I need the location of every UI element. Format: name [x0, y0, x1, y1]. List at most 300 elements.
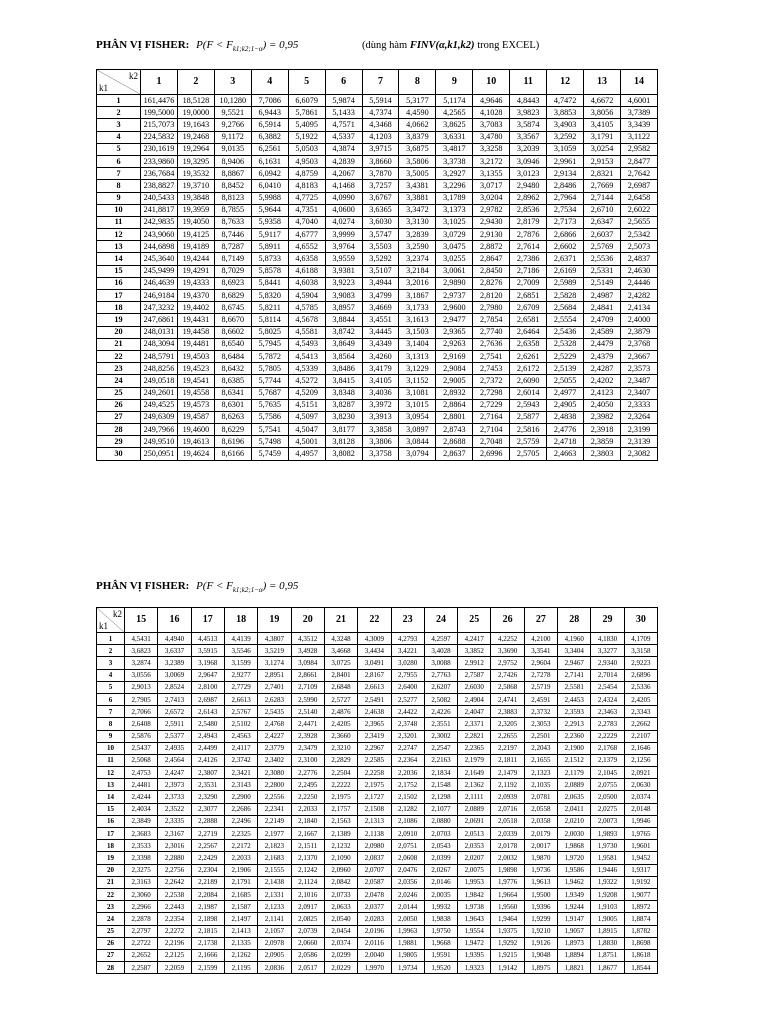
quantile-cell: 2,0050: [391, 913, 424, 925]
quantile-cell: 2,2538: [158, 888, 191, 900]
quantile-cell: 2,7048: [473, 436, 510, 448]
k1-row-header: 7: [97, 706, 125, 718]
quantile-cell: 2,0910: [391, 828, 424, 840]
quantile-cell: 2,0353: [458, 840, 491, 852]
quantile-cell: 2,0144: [391, 901, 424, 913]
quantile-cell: 2,3593: [558, 706, 591, 718]
quantile-cell: 2,1141: [258, 913, 291, 925]
quantile-cell: 2,9365: [436, 326, 473, 338]
quantile-cell: 2,6371: [547, 253, 584, 265]
k1-row-header: 12: [97, 767, 125, 779]
quantile-cell: 2,1502: [391, 791, 424, 803]
quantile-cell: 3,1503: [399, 326, 436, 338]
quantile-cell: 2,1685: [224, 888, 257, 900]
quantile-cell: 8,6196: [214, 436, 251, 448]
quantile-cell: 2,0476: [391, 864, 424, 876]
k2-column-header: 16: [158, 608, 191, 633]
quantile-cell: 8,6745: [214, 302, 251, 314]
quantile-cell: 2,2250: [291, 791, 324, 803]
quantile-cell: 2,1111: [458, 791, 491, 803]
quantile-cell: 2,5581: [558, 681, 591, 693]
quantile-cell: 2,6408: [125, 718, 158, 730]
quantile-cell: 3,3738: [436, 155, 473, 167]
quantile-cell: 4,2252: [491, 633, 524, 645]
quantile-cell: 3,1355: [473, 168, 510, 180]
quantile-cell: 3,3567: [510, 131, 547, 143]
quantile-cell: 2,5876: [125, 730, 158, 742]
quantile-cell: 2,4379: [584, 350, 621, 362]
quantile-cell: 2,0691: [458, 815, 491, 827]
quantile-cell: 2,1979: [458, 754, 491, 766]
k2-column-header: 11: [510, 70, 547, 95]
quantile-cell: 2,2878: [125, 913, 158, 925]
quantile-cell: 2,1262: [224, 949, 257, 961]
table-row: [97, 155, 658, 167]
quantile-cell: 19,4458: [177, 326, 214, 338]
quantile-cell: 249,6309: [141, 411, 178, 423]
quantile-cell: 4,2839: [325, 155, 362, 167]
quantile-cell: 2,4446: [620, 277, 657, 289]
quantile-cell: 3,2389: [158, 657, 191, 669]
quantile-cell: 4,5493: [288, 338, 325, 350]
quantile-cell: 3,5546: [224, 645, 257, 657]
quantile-cell: 5,1433: [325, 107, 362, 119]
quantile-cell: 1,9750: [424, 925, 457, 937]
quantile-cell: 3,4179: [362, 363, 399, 375]
quantile-cell: 2,2197: [491, 742, 524, 754]
quantile-cell: 2,2229: [591, 730, 624, 742]
quantile-cell: 2,3333: [620, 399, 657, 411]
quantile-cell: 1,8677: [591, 962, 624, 974]
quantile-cell: 3,6030: [362, 216, 399, 228]
quantile-cell: 2,5336: [624, 681, 657, 693]
quantile-cell: 3,4944: [362, 277, 399, 289]
quantile-cell: 4,5272: [288, 375, 325, 387]
quantile-cell: 2,5480: [191, 718, 224, 730]
quantile-cell: 4,5001: [288, 436, 325, 448]
quantile-cell: 241,8817: [141, 204, 178, 216]
quantile-cell: 2,9604: [524, 657, 557, 669]
quantile-cell: 3,4669: [362, 302, 399, 314]
k1-row-header: 8: [97, 718, 125, 730]
quantile-cell: 3,9764: [325, 241, 362, 253]
quantile-cell: 4,1203: [362, 131, 399, 143]
quantile-cell: 2,7401: [258, 681, 291, 693]
quantile-cell: 3,6767: [362, 192, 399, 204]
quantile-cell: 2,1840: [291, 815, 324, 827]
quantile-cell: 19,4600: [177, 424, 214, 436]
quantile-cell: 1,9734: [391, 962, 424, 974]
quantile-cell: 2,6851: [510, 290, 547, 302]
quantile-cell: 2,0733: [324, 888, 357, 900]
quantile-cell: 4,2597: [424, 633, 457, 645]
quantile-cell: 2,8536: [510, 204, 547, 216]
table-row: [97, 95, 658, 107]
quantile-cell: 2,8932: [436, 387, 473, 399]
quantile-cell: 2,9263: [436, 338, 473, 350]
quantile-cell: 4,6672: [584, 95, 621, 107]
quantile-cell: 2,9084: [436, 363, 473, 375]
quantile-cell: 4,1028: [473, 107, 510, 119]
quantile-cell: 2,5719: [524, 681, 557, 693]
quantile-cell: 3,0255: [436, 253, 473, 265]
quantile-cell: 5,4095: [288, 119, 325, 131]
quantile-cell: 2,1555: [258, 864, 291, 876]
quantile-cell: 2,0889: [458, 803, 491, 815]
quantile-cell: 3,3913: [362, 411, 399, 423]
quantile-cell: 2,1362: [458, 779, 491, 791]
quantile-cell: 1,9738: [458, 901, 491, 913]
quantile-cell: 2,9153: [584, 155, 621, 167]
quantile-cell: 2,6207: [424, 681, 457, 693]
quantile-cell: 2,0716: [491, 803, 524, 815]
quantile-cell: 2,0210: [558, 815, 591, 827]
table-row: [97, 730, 658, 742]
quantile-cell: 4,1830: [591, 633, 624, 645]
quantile-cell: 2,1727: [358, 791, 391, 803]
quantile-cell: 2,8477: [620, 155, 657, 167]
quantile-cell: 2,6030: [458, 681, 491, 693]
quantile-cell: 2,0540: [324, 913, 357, 925]
quantile-cell: 4,5337: [325, 131, 362, 143]
quantile-cell: 4,0990: [325, 192, 362, 204]
quantile-cell: 161,4476: [141, 95, 178, 107]
quantile-cell: 2,1313: [358, 815, 391, 827]
quantile-cell: 2,4205: [624, 693, 657, 705]
quantile-cell: 2,0148: [624, 803, 657, 815]
quantile-cell: 2,7164: [473, 411, 510, 423]
quantile-cell: 2,3742: [224, 754, 257, 766]
k1-row-header: 9: [97, 730, 125, 742]
quantile-cell: 2,9134: [547, 168, 584, 180]
quantile-cell: 4,5678: [288, 314, 325, 326]
quantile-cell: 3,8660: [362, 155, 399, 167]
quantile-cell: 2,0755: [591, 779, 624, 791]
k2-column-header: 25: [458, 608, 491, 633]
k1-row-header: 21: [97, 876, 125, 888]
quantile-cell: 2,3973: [158, 779, 191, 791]
quantile-cell: 8,6385: [214, 375, 251, 387]
quantile-cell: 2,7144: [584, 192, 621, 204]
quantile-cell: 4,8759: [288, 168, 325, 180]
quantile-cell: 2,0608: [391, 852, 424, 864]
quantile-cell: 2,3883: [491, 706, 524, 718]
quantile-cell: 19,2468: [177, 131, 214, 143]
quantile-cell: 249,9510: [141, 436, 178, 448]
quantile-cell: 4,6001: [620, 95, 657, 107]
quantile-cell: 230,1619: [141, 143, 178, 155]
quantile-cell: 2,0377: [358, 901, 391, 913]
k1-row-header: 15: [97, 265, 141, 277]
quantile-cell: 5,7635: [251, 399, 288, 411]
quantile-cell: 5,7872: [251, 350, 288, 362]
quantile-cell: 2,4709: [584, 314, 621, 326]
quantile-cell: 2,7964: [547, 192, 584, 204]
quantile-cell: 3,4799: [362, 290, 399, 302]
quantile-cell: 5,7861: [288, 107, 325, 119]
quantile-cell: 1,9842: [458, 888, 491, 900]
quantile-cell: 2,1497: [224, 913, 257, 925]
quantile-cell: 2,1667: [291, 828, 324, 840]
quantile-cell: 1,8973: [558, 937, 591, 949]
quantile-cell: 4,1709: [624, 633, 657, 645]
quantile-cell: 2,9223: [624, 657, 657, 669]
quantile-cell: 2,3082: [620, 448, 657, 460]
quantile-cell: 3,4903: [547, 119, 584, 131]
quantile-cell: 2,4471: [291, 718, 324, 730]
quantile-cell: 248,0131: [141, 326, 178, 338]
quantile-cell: 3,2590: [399, 241, 436, 253]
quantile-cell: 2,2272: [158, 925, 191, 937]
quantile-cell: 2,8637: [436, 448, 473, 460]
quantile-cell: 2,1016: [291, 888, 324, 900]
quantile-cell: 2,2443: [158, 901, 191, 913]
quantile-cell: 3,3972: [362, 399, 399, 411]
quantile-cell: 2,7066: [125, 706, 158, 718]
quantile-cell: 2,1090: [324, 852, 357, 864]
quantile-cell: 3,6875: [399, 143, 436, 155]
quantile-cell: 8,6432: [214, 363, 251, 375]
quantile-cell: 2,6347: [584, 216, 621, 228]
quantile-cell: 4,3807: [258, 633, 291, 645]
quantile-cell: 3,1373: [436, 204, 473, 216]
quantile-cell: 3,8128: [325, 436, 362, 448]
quantile-cell: 2,1666: [191, 949, 224, 961]
quantile-cell: 2,3139: [620, 436, 657, 448]
table-row: [97, 803, 658, 815]
quantile-cell: 1,9005: [591, 913, 624, 925]
quantile-cell: 2,2652: [125, 949, 158, 961]
quantile-cell: 19,4481: [177, 338, 214, 350]
quantile-cell: 3,5503: [362, 241, 399, 253]
quantile-cell: 2,4453: [558, 693, 591, 705]
quantile-cell: 1,8782: [624, 925, 657, 937]
quantile-cell: 2,7980: [473, 302, 510, 314]
quantile-cell: 2,9752: [491, 657, 524, 669]
quantile-cell: 2,7614: [510, 241, 547, 253]
quantile-cell: 8,6166: [214, 448, 251, 460]
quantile-cell: 1,9323: [458, 962, 491, 974]
quantile-cell: 1,9520: [424, 962, 457, 974]
table-row: [97, 742, 658, 754]
quantile-cell: 2,5759: [510, 436, 547, 448]
quantile-cell: 3,3158: [624, 645, 657, 657]
quantile-cell: 2,7386: [510, 253, 547, 265]
k2-column-header: 28: [558, 608, 591, 633]
quantile-cell: 19,4558: [177, 387, 214, 399]
quantile-cell: 5,7945: [251, 338, 288, 350]
quantile-cell: 2,3463: [591, 706, 624, 718]
quantile-cell: 2,1323: [524, 767, 557, 779]
quantile-cell: 3,5292: [362, 253, 399, 265]
table-row: [97, 411, 658, 423]
quantile-cell: 2,2547: [424, 742, 457, 754]
quantile-cell: 2,0921: [624, 767, 657, 779]
k2-column-header: 20: [291, 608, 324, 633]
quantile-cell: 2,0454: [324, 925, 357, 937]
quantile-cell: 3,1122: [620, 131, 657, 143]
quantile-cell: 2,7009: [510, 277, 547, 289]
quantile-cell: 2,6464: [510, 326, 547, 338]
quantile-cell: 2,3748: [391, 718, 424, 730]
table-row: [97, 302, 658, 314]
quantile-cell: 2,4034: [125, 803, 158, 815]
quantile-cell: 1,9586: [558, 864, 591, 876]
quantile-cell: 2,9467: [558, 657, 591, 669]
quantile-cell: 2,2655: [491, 730, 524, 742]
quantile-cell: 1,9805: [391, 949, 424, 961]
quantile-cell: 19,4402: [177, 302, 214, 314]
quantile-cell: 3,1025: [436, 216, 473, 228]
quantile-cell: 3,8415: [325, 375, 362, 387]
table-row: [97, 852, 658, 864]
k1-row-header: 6: [97, 693, 125, 705]
k2-column-header: 22: [358, 608, 391, 633]
quantile-cell: 3,2172: [473, 155, 510, 167]
quantile-cell: 3,5874: [510, 119, 547, 131]
quantile-cell: 1,9375: [491, 925, 524, 937]
quantile-cell: 2,5877: [510, 411, 547, 423]
quantile-cell: 2,1898: [191, 913, 224, 925]
quantile-cell: 1,9963: [391, 925, 424, 937]
quantile-cell: 2,4000: [620, 314, 657, 326]
quantile-cell: 3,7870: [362, 168, 399, 180]
quantile-cell: 3,0844: [399, 436, 436, 448]
quantile-cell: 2,3965: [358, 718, 391, 730]
quantile-cell: 215,7073: [141, 119, 178, 131]
table-row: [97, 767, 658, 779]
quantile-cell: 3,2874: [125, 657, 158, 669]
quantile-cell: 3,9381: [325, 265, 362, 277]
quantile-cell: 2,2354: [158, 913, 191, 925]
quantile-cell: 224,5832: [141, 131, 178, 143]
quantile-cell: 2,3660: [324, 730, 357, 742]
quantile-cell: 2,4564: [158, 754, 191, 766]
quantile-cell: 6,0410: [251, 180, 288, 192]
quantile-cell: 2,5139: [547, 363, 584, 375]
quantile-cell: 2,0836: [258, 962, 291, 974]
quantile-cell: 2,1757: [324, 803, 357, 815]
quantile-cell: 2,3768: [620, 338, 657, 350]
quantile-cell: 2,0630: [624, 779, 657, 791]
quantile-cell: 2,3343: [624, 706, 657, 718]
k1-row-header: 22: [97, 888, 125, 900]
fisher-table-1: [96, 69, 658, 461]
quantile-cell: 1,9396: [524, 901, 557, 913]
quantile-cell: 1,9776: [491, 876, 524, 888]
k1-row-header: 18: [97, 302, 141, 314]
quantile-cell: 3,3852: [458, 645, 491, 657]
k2-column-header: 14: [620, 70, 657, 95]
quantile-cell: 2,6866: [547, 229, 584, 241]
quantile-cell: 2,3807: [191, 767, 224, 779]
quantile-cell: 2,4838: [547, 411, 584, 423]
quantile-cell: 2,0751: [391, 840, 424, 852]
quantile-cell: 3,3858: [362, 424, 399, 436]
table-row: [97, 815, 658, 827]
quantile-cell: 2,4904: [458, 693, 491, 705]
quantile-cell: 4,2793: [391, 633, 424, 645]
quantile-cell: 2,4841: [584, 302, 621, 314]
k2-column-header: 10: [473, 70, 510, 95]
quantile-cell: 1,9554: [458, 925, 491, 937]
table-row: [97, 888, 658, 900]
quantile-cell: 19,4333: [177, 277, 214, 289]
quantile-cell: 2,5377: [158, 730, 191, 742]
k2-column-header: 27: [524, 608, 557, 633]
quantile-cell: 1,9446: [591, 864, 624, 876]
quantile-cell: 2,7278: [524, 669, 557, 681]
quantile-cell: 3,3439: [620, 119, 657, 131]
table-header-row: [97, 70, 658, 95]
quantile-cell: 2,3053: [524, 718, 557, 730]
quantile-cell: 7,7086: [251, 95, 288, 107]
quantile-cell: 2,9582: [620, 143, 657, 155]
quantile-cell: 2,5102: [224, 718, 257, 730]
quantile-cell: 2,1057: [258, 925, 291, 937]
quantile-cell: 2,3419: [358, 730, 391, 742]
quantile-cell: 1,9292: [491, 937, 524, 949]
quantile-cell: 1,9946: [624, 815, 657, 827]
quantile-cell: 6,9443: [251, 107, 288, 119]
quantile-cell: 4,9646: [473, 95, 510, 107]
quantile-cell: 2,7141: [558, 669, 591, 681]
quantile-cell: 2,0978: [258, 937, 291, 949]
quantile-cell: 3,7257: [362, 180, 399, 192]
quantile-cell: 8,6301: [214, 399, 251, 411]
quantile-cell: 2,1834: [424, 767, 457, 779]
quantile-cell: 2,3667: [620, 350, 657, 362]
quantile-cell: 3,2296: [436, 180, 473, 192]
quantile-cell: 2,9890: [436, 277, 473, 289]
quantile-cell: 2,1511: [291, 840, 324, 852]
quantile-cell: 2,8179: [510, 216, 547, 228]
k1-row-header: 30: [97, 448, 141, 460]
table-row: [97, 192, 658, 204]
quantile-cell: 2,5436: [547, 326, 584, 338]
quantile-cell: 19,4370: [177, 290, 214, 302]
quantile-cell: 2,3849: [125, 815, 158, 827]
quantile-cell: 2,2829: [324, 754, 357, 766]
quantile-cell: 1,9730: [591, 840, 624, 852]
quantile-cell: 3,5747: [362, 229, 399, 241]
quantile-cell: 2,0356: [391, 876, 424, 888]
quantile-cell: 250,0951: [141, 448, 178, 460]
quantile-cell: 3,6365: [362, 204, 399, 216]
quantile-cell: 8,6540: [214, 338, 251, 350]
quantile-cell: 2,2033: [291, 803, 324, 815]
quantile-cell: 3,5107: [362, 265, 399, 277]
quantile-cell: 2,0178: [491, 840, 524, 852]
quantile-cell: 3,4221: [391, 645, 424, 657]
quantile-cell: 2,3407: [620, 387, 657, 399]
quantile-cell: 19,0000: [177, 107, 214, 119]
quantile-cell: 2,0633: [324, 901, 357, 913]
quantile-cell: 2,8647: [473, 253, 510, 265]
quantile-cell: 4,6552: [288, 241, 325, 253]
quantile-cell: 2,1512: [558, 754, 591, 766]
quantile-cell: 2,2783: [591, 718, 624, 730]
k1-row-header: 17: [97, 828, 125, 840]
quantile-cell: 2,3264: [620, 411, 657, 423]
quantile-cell: 2,2196: [158, 937, 191, 949]
quantile-cell: 247,6861: [141, 314, 178, 326]
quantile-cell: 2,1587: [224, 901, 257, 913]
quantile-cell: 2,2880: [158, 852, 191, 864]
quantile-cell: 3,1968: [191, 657, 224, 669]
quantile-cell: 5,9358: [251, 216, 288, 228]
quantile-cell: 3,2927: [436, 168, 473, 180]
